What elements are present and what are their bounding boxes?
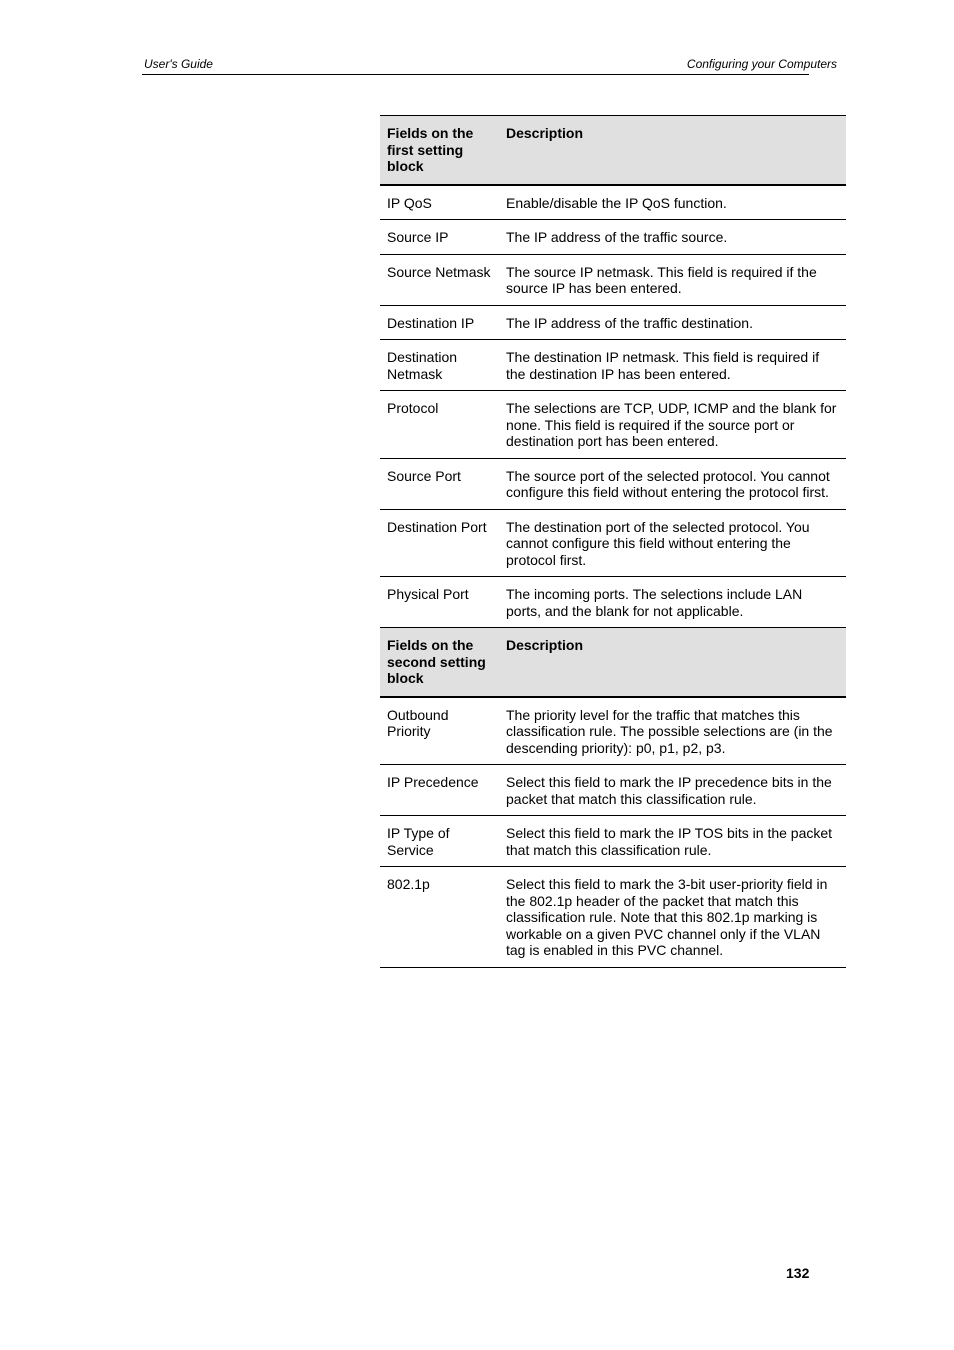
field-name: Outbound Priority [380,697,499,765]
table-header-row [380,628,846,697]
fields-table [380,115,846,968]
field-description: Enable/disable the IP QoS function. [499,185,846,220]
field-description: Select this field to mark the IP precedence bits in the packet that match this classification rule. [499,765,846,816]
field-name: 802.1p [380,867,499,968]
table-row [380,458,846,509]
table-row [380,185,846,220]
field-description: Select this field to mark the 3-bit user-priority field in the 802.1p header of the packet that match this classification rule. Note that this 802.1p marking is workable on a given PVC channel only if the VLAN tag is enabled in this PVC channel. [499,867,846,968]
table-row [380,577,846,628]
table-row [380,867,846,968]
field-description: The source port of the selected protocol. You cannot configure this field without entering the protocol first. [499,458,846,509]
field-description: The priority level for the traffic that matches this classification rule. The possible selections are (in the descending priority): p0, p1, p2, p3. [499,697,846,765]
table-row [380,509,846,577]
page-number: 132 [786,1265,810,1281]
table-row [380,765,846,816]
table-row [380,697,846,765]
table-row [380,340,846,391]
field-description: The incoming ports. The selections include LAN ports, and the blank for not applicable. [499,577,846,628]
table-row [380,305,846,340]
table-row [380,220,846,255]
field-name: Destination Port [380,509,499,577]
field-name: Protocol [380,391,499,459]
field-name: Source Port [380,458,499,509]
field-name: Destination IP [380,305,499,340]
field-name: IP Type of Service [380,816,499,867]
table-row [380,391,846,459]
field-description: The destination IP netmask. This field is required if the destination IP has been entered. [499,340,846,391]
field-name: Physical Port [380,577,499,628]
field-description: The IP address of the traffic source. [499,220,846,255]
field-description: The IP address of the traffic destination. [499,305,846,340]
field-description: The selections are TCP, UDP, ICMP and the blank for none. This field is required if the source port or destination port has been entered. [499,391,846,459]
header-chapter-title: Configuring your Computers [686,57,837,71]
field-name: Source IP [380,220,499,255]
table-header-row [380,116,846,185]
field-name: Destination Netmask [380,340,499,391]
table-row [380,816,846,867]
field-description: The source IP netmask. This field is required if the source IP has been entered. [499,254,846,305]
column-header-fields: Fields on the first setting block [380,116,499,185]
header-divider [142,74,809,75]
column-header-description: Description [499,628,846,697]
field-name: IP Precedence [380,765,499,816]
column-header-description: Description [499,116,846,185]
field-name: Source Netmask [380,254,499,305]
column-header-fields: Fields on the second setting block [380,628,499,697]
field-description: Select this field to mark the IP TOS bits in the packet that match this classification rule. [499,816,846,867]
header-guide-title: User's Guide [144,57,213,71]
table-row [380,254,846,305]
field-description: The destination port of the selected protocol. You cannot configure this field without entering the protocol first. [499,509,846,577]
field-name: IP QoS [380,185,499,220]
